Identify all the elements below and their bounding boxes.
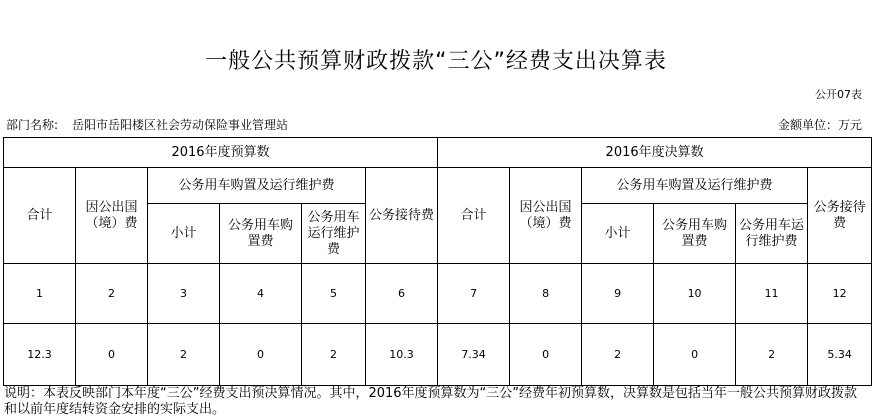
index-cell: 4 xyxy=(220,264,302,324)
final-operation-header: 公务用车运行维护费 xyxy=(736,204,808,264)
budget-total-header: 合计 xyxy=(4,168,76,264)
final-reception-value: 5.34 xyxy=(808,324,872,386)
index-cell: 5 xyxy=(302,264,366,324)
budget-abroad-header: 因公出国（境）费 xyxy=(76,168,148,264)
group-final-header: 2016年度决算数 xyxy=(438,138,872,168)
index-cell: 8 xyxy=(510,264,582,324)
department-line xyxy=(6,116,288,133)
budget-vehicle-subtotal-value: 2 xyxy=(148,324,220,386)
final-total-value: 7.34 xyxy=(438,324,510,386)
budget-total-value: 12.3 xyxy=(4,324,76,386)
final-reception-header: 公务接待费 xyxy=(808,168,872,264)
form-number: 公开07表 xyxy=(815,88,862,101)
final-subtotal-header: 小计 xyxy=(582,204,654,264)
budget-reception-value: 10.3 xyxy=(366,324,438,386)
index-cell: 10 xyxy=(654,264,736,324)
budget-subtotal-header: 小计 xyxy=(148,204,220,264)
expense-table xyxy=(3,137,872,386)
group-budget-header: 2016年度预算数 xyxy=(4,138,438,168)
footnote: 说明：本表反映部门本年度“三公”经费支出预决算情况。其中，2016年度预算数为“三公”经费年初预算数，决算数是包括当年一般公共预算财政拨款和以前年度结转资金安排的实际支出。 xyxy=(4,386,858,417)
final-purchase-header: 公务用车购置费 xyxy=(654,204,736,264)
final-vehicle-header: 公务用车购置及运行维护费 xyxy=(582,168,808,204)
budget-purchase-header: 公务用车购置费 xyxy=(220,204,302,264)
index-cell: 7 xyxy=(438,264,510,324)
index-row xyxy=(4,264,872,324)
final-purchase-value: 0 xyxy=(654,324,736,386)
group-header-row xyxy=(4,138,872,168)
index-cell: 9 xyxy=(582,264,654,324)
budget-abroad-value: 0 xyxy=(76,324,148,386)
index-cell: 12 xyxy=(808,264,872,324)
final-total-header: 合计 xyxy=(438,168,510,264)
budget-purchase-value: 0 xyxy=(220,324,302,386)
page-title: 一般公共预算财政拨款“三公”经费支出决算表 xyxy=(205,49,667,74)
department-label: 部门名称: xyxy=(6,118,59,132)
budget-reception-header: 公务接待费 xyxy=(366,168,438,264)
final-abroad-value: 0 xyxy=(510,324,582,386)
data-row xyxy=(4,324,872,386)
department-name: 岳阳市岳阳楼区社会劳动保险事业管理站 xyxy=(72,118,289,132)
budget-operation-header: 公务用车运行维护费 xyxy=(302,204,366,264)
budget-vehicle-header: 公务用车购置及运行维护费 xyxy=(148,168,366,204)
final-vehicle-subtotal-value: 2 xyxy=(582,324,654,386)
index-cell: 11 xyxy=(736,264,808,324)
index-cell: 6 xyxy=(366,264,438,324)
amount-unit: 金额单位：万元 xyxy=(777,118,862,132)
budget-operation-value: 2 xyxy=(302,324,366,386)
final-operation-value: 2 xyxy=(736,324,808,386)
final-abroad-header: 因公出国（境）费 xyxy=(510,168,582,264)
index-cell: 3 xyxy=(148,264,220,324)
header-row-1 xyxy=(4,168,872,204)
index-cell: 1 xyxy=(4,264,76,324)
index-cell: 2 xyxy=(76,264,148,324)
